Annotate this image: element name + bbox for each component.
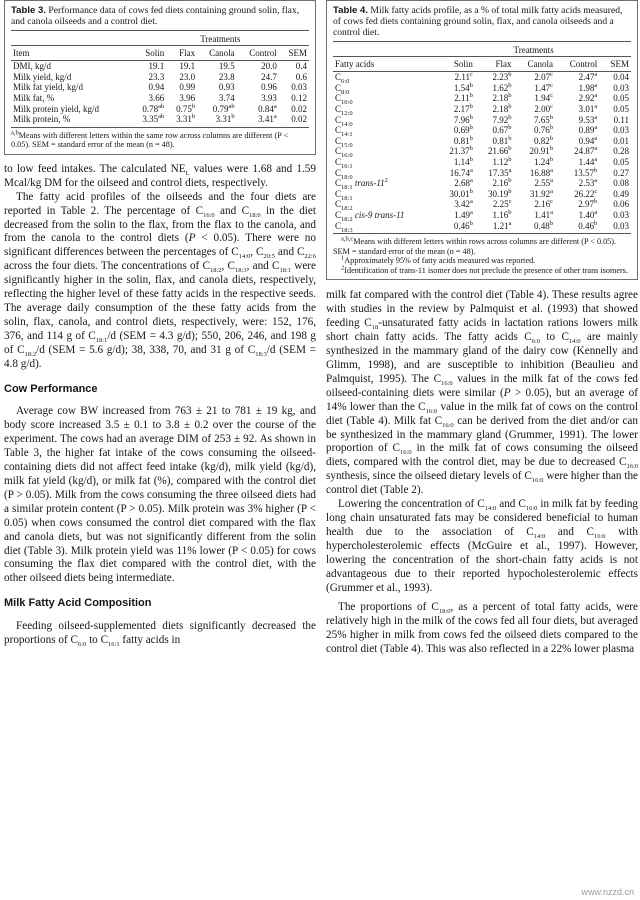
table3-cell-control: 24.7 xyxy=(261,71,277,82)
table4-cell-canola-sup: a xyxy=(550,177,553,185)
table4-footnote xyxy=(333,266,631,276)
table4-cell-canola: 2.16$^c$ xyxy=(534,198,553,210)
table4-footnote-text: Identification of trans-11 isomer does not preclude the presence of other trans isomers. xyxy=(344,265,628,275)
table3-cell-solin: 0.94 xyxy=(148,82,165,93)
table4-cell-sem: 0.05 xyxy=(613,156,629,167)
table4-cell-fatty-acid: $C_{14:1}$ xyxy=(335,125,353,138)
table3-cell-sem: 0.03 xyxy=(291,82,307,93)
table4-box xyxy=(326,0,638,280)
table4-cell-canola-sup: b xyxy=(549,124,553,132)
table4-cell-canola-sup: b xyxy=(549,134,553,142)
table4-cell-canola-sup: c xyxy=(550,92,553,100)
table3-cell-flax: 19.1 xyxy=(179,61,196,72)
table4-cell-control: 3.01$^a$ xyxy=(578,102,598,114)
left-paragraph-3: Average cow BW increased from 763 ± 21 to 781 ± 19 kg, and body score increased 3.5 ± 0.1 to 3.8 ± 0.2 over the course of the experiment. The cows had an average DIM of 253 ± 92. As shown in Table 3, the higher fat intake of the cows consuming the oilseed-containing diets did not affect feed intake (kg/d), milk yield (kg/d), milk fat yield (kg/d), or milk fat (%), compared with the control diet (P > 0.05). Milk from the cows consuming the three oilseed diets had a similar protein content (P > 0.05). Milk protein was 3% higher (P < 0.05) when cows consumed the control diet compared with the flax and canola diets, but was not significantly different from the solin diet (Table 3). Milk protein yield was 11% lower (P < 0.05) for cows consuming the flax diet compared with the control diet, with the other oilseed diets being intermediate. xyxy=(4,405,316,585)
table4-footnote-sup: 1 xyxy=(341,254,345,262)
table3-cell-canola: 3.74 xyxy=(218,92,235,103)
table4-cell-solin-sup: b xyxy=(469,155,473,163)
table4-treatments-label: Treatments xyxy=(436,42,631,57)
table4-cell-flax-sup: b xyxy=(508,102,512,110)
table4-cell-sem: 0.11 xyxy=(613,114,629,125)
table4-cell-sem: 0.08 xyxy=(613,178,629,189)
table4-cell-solin: 1.14$^b$ xyxy=(453,155,473,167)
table3-row xyxy=(11,72,309,83)
left-body-text xyxy=(4,163,316,648)
table4-cell-solin-sup: b xyxy=(469,92,473,100)
table3-cell-canola-sup: b xyxy=(231,113,235,121)
table3-col-header: Item xyxy=(11,45,132,61)
fatty-acid-subscript: 8:0 xyxy=(341,88,350,96)
table4-col-header: SEM xyxy=(599,56,631,72)
table4-footnote-sup: a,b,c xyxy=(341,235,354,243)
table4-cell-canola: 0.76$^b$ xyxy=(534,124,553,136)
table3-footnote xyxy=(11,131,309,150)
table4-caption xyxy=(333,5,631,38)
table4-cell-canola-sup: b xyxy=(549,113,553,121)
table3-cell-sem: 0.4 xyxy=(295,61,307,72)
table4-col-header: Flax xyxy=(475,56,514,72)
table3-cell-flax: 0.75$^b$ xyxy=(176,102,196,114)
table4-caption-text: Milk fatty acids profile, as a % of total milk fatty acids measured, of cows fed diets containing ground solin, flax, and canola oilseeds and a control diet. xyxy=(333,5,623,38)
table4-cell-canola: 7.65$^b$ xyxy=(534,113,553,125)
table4-cell-solin: 0.46$^b$ xyxy=(436,221,475,234)
table3-row xyxy=(11,61,309,72)
table4-cell-canola: 31.92$^a$ xyxy=(529,187,553,199)
table4-cell-sem: 0.27 xyxy=(613,167,629,178)
left-paragraph-1: to low feed intakes. The calculated $NE_L$ values were 1.68 and 1.59 Mcal/kg DM for the oilseed and control diets, respectively. xyxy=(4,162,316,189)
table4-row xyxy=(333,189,631,200)
table4-cell-flax-sup: c xyxy=(508,198,512,206)
table3-cell-solin: 3.66 xyxy=(148,92,165,103)
fatty-acid-subscript: 18:1 xyxy=(341,194,353,202)
table3-cell-item: Milk fat, % xyxy=(13,92,55,103)
table4-cell-flax: 21.66$^b$ xyxy=(488,145,512,157)
table3-row xyxy=(11,82,309,93)
table3-cell-solin: 19.1 xyxy=(148,61,165,72)
table3-cell-flax-sup: b xyxy=(191,102,196,110)
table4-row xyxy=(333,72,631,83)
table3-cell-flax-sup: b xyxy=(191,113,196,121)
table4-footnote-text: Approximately 95% of fatty acids measured was reported. xyxy=(344,256,536,266)
table3-row xyxy=(11,114,309,127)
left-column xyxy=(4,0,316,648)
table4-cell-control-sup: c xyxy=(594,187,598,195)
table4-row xyxy=(333,210,631,221)
table4-cell-fatty-acid: $C_{12:0}$ xyxy=(335,103,353,117)
table4-cell-sem: 0.03 xyxy=(599,221,631,234)
fatty-acid-subscript: 15:0 xyxy=(341,141,353,149)
table4-cell-flax-sup: b xyxy=(508,92,512,100)
table4-cell-solin-sup: a xyxy=(469,208,473,216)
table4-cell-flax-sup: b xyxy=(508,81,512,89)
table4-cell-solin-sup: b xyxy=(469,219,473,227)
heading-cow-performance: Cow Performance xyxy=(4,382,98,395)
table4-cell-flax: 17.35$^a$ xyxy=(488,166,512,178)
fatty-acid-subscript: 18:3 xyxy=(341,226,353,234)
fatty-acid-subscript: 6:0 xyxy=(341,77,350,85)
fatty-acid-subscript: 14:0 xyxy=(341,120,353,128)
table4-col-header: Canola xyxy=(514,56,555,72)
table3-title: Table 3. xyxy=(11,5,47,16)
table4-footnote-text: Means with different letters within rows across columns are different (P < 0.05). SEM = standard error of the mean (n = 48). xyxy=(333,237,617,256)
table3-cell-canola: 0.93 xyxy=(218,82,235,93)
table4-cell-solin: 7.96$^b$ xyxy=(453,113,473,125)
table3-caption-text: Performance data of cows fed diets containing ground solin, flax, and canola oilseeds and a control diet. xyxy=(11,5,300,27)
right-body-text xyxy=(326,289,638,657)
table3-cell-flax: 23.0 xyxy=(179,71,196,82)
table4-cell-fatty-acid: $C_{18:2}$ xyxy=(335,199,353,213)
table4-cell-canola: 16.88$^a$ xyxy=(529,166,553,178)
table4-cell-control: 2.97$^b$ xyxy=(578,198,598,210)
right-paragraph-2: Lowering the concentration of $C_{14:0}$ and $C_{16:0}$ in milk fat by feeding long chain unsaturated fats may be considered beneficial to human health due to the association of $C_{14:0}$ and $C_{16:0}$ with hypercholesterolemic effects (McGuire et al., 1997). However, lowering the concentration of the short-chain fatty acids is not advantageous due to their reported hypocholesterolemic effects (Grummer et al., 1993). xyxy=(326,498,639,594)
table4-cell-canola-sup: b xyxy=(549,219,553,227)
table4-cell-solin-sup: b xyxy=(469,134,473,142)
table4-cell-control: 2.47$^a$ xyxy=(578,71,598,83)
table4-cell-canola-sup: c xyxy=(550,102,553,110)
table4-cell-control: 0.89$^a$ xyxy=(578,124,598,136)
table4-cell-control-sup: a xyxy=(594,155,598,163)
table4-cell-control: 0.46$^b$ xyxy=(555,221,599,234)
table4-cell-flax-sup: a xyxy=(508,219,512,227)
table4-cell-flax: 30.19$^b$ xyxy=(488,187,512,199)
table4-cell-control: 2.53$^a$ xyxy=(578,177,598,189)
table4-cell-fatty-acid: $C_{8:0}$ xyxy=(335,82,350,96)
table4-cell-solin: 2.11$^c$ xyxy=(454,71,473,83)
table3-cell-canola: 0.79$^{ab}$ xyxy=(212,102,235,114)
table4-cell-control-sup: b xyxy=(594,166,598,174)
table4-cell-fatty-acid: $C_{18:1}$ xyxy=(335,188,353,202)
table4-cell-solin: 2.17$^b$ xyxy=(453,102,473,114)
fatty-acid-subscript: 12:0 xyxy=(341,109,353,117)
table4-cell-canola: 0.48$^b$ xyxy=(514,221,555,234)
table4-cell-canola: 2.00$^c$ xyxy=(534,102,553,114)
table3 xyxy=(11,30,309,128)
table3-cell-item: Milk protein, % xyxy=(11,114,132,127)
table3-footnote-text: Means with different letters within the same row across columns are different (P < 0.05). SEM = standard error of the mean (n = 48). xyxy=(11,130,289,150)
table3-cell-canola: 3.31$^b$ xyxy=(197,114,237,127)
table4-cell-canola: 1.41$^a$ xyxy=(534,208,553,220)
table4-cell-sem: 0.03 xyxy=(613,82,629,93)
table4-cell-flax-sup: a xyxy=(508,166,512,174)
heading-milk-fatty-acid: Milk Fatty Acid Composition xyxy=(4,597,152,610)
table4-cell-flax: 1.12$^b$ xyxy=(492,155,512,167)
table4-cell-flax: 2.25$^c$ xyxy=(492,198,512,210)
table4-cell-solin-sup: c xyxy=(469,71,473,79)
table4-cell-solin-sup: b xyxy=(469,102,473,110)
table4-row xyxy=(333,199,631,210)
table4-cell-fatty-acid: $C_{18:3}$ xyxy=(333,221,436,234)
table4-cell-control: 9.53$^a$ xyxy=(578,113,598,125)
fatty-acid-note: 2 xyxy=(384,177,388,185)
table4-cell-control-sup: a xyxy=(594,208,598,216)
table4-cell-flax-sup: b xyxy=(508,134,512,142)
table3-col-header: Canola xyxy=(197,45,237,61)
table4-cell-fatty-acid: $C_{16:1}$ xyxy=(335,156,353,170)
table3-cell-solin: 23.3 xyxy=(148,71,165,82)
table4-cell-fatty-acid: $C_{6:0}$ xyxy=(335,72,350,85)
table4 xyxy=(333,41,631,234)
table4-cell-sem: 0.28 xyxy=(613,146,629,157)
table4-cell-control-sup: a xyxy=(594,102,598,110)
table4-cell-flax-sup: b xyxy=(508,71,512,79)
table3-cell-solin: 3.35$^{ab}$ xyxy=(132,114,167,127)
table4-cell-control-sup: a xyxy=(594,145,598,153)
table4-cell-canola: 1.47$^c$ xyxy=(534,81,553,93)
table3-box xyxy=(4,0,316,155)
table4-cell-flax-sup: b xyxy=(508,155,512,163)
table3-cell-control: 0.84$^a$ xyxy=(258,102,277,114)
table4-cell-sem: 0.49 xyxy=(613,188,629,199)
table3-cell-flax: 0.99 xyxy=(179,82,196,93)
table3-cell-sem: 0.12 xyxy=(291,92,307,103)
table4-cell-control-sup: a xyxy=(594,134,598,142)
table4-cell-solin: 2.68$^a$ xyxy=(454,177,473,189)
table4-cell-canola-sup: b xyxy=(549,145,553,153)
table4-cell-control-sup: a xyxy=(594,92,598,100)
table4-footnotes xyxy=(333,237,631,275)
table4-cell-canola-sup: a xyxy=(550,166,553,174)
table4-row xyxy=(333,157,631,168)
table3-col-header: SEM xyxy=(279,45,309,61)
table4-cell-control: 2.92$^a$ xyxy=(578,92,598,104)
table4-cell-fatty-acid: $C_{18:0}$ xyxy=(335,167,353,181)
table4-row xyxy=(333,115,631,126)
table3-cell-control: 3.93 xyxy=(261,92,277,103)
table4-cell-solin: 3.42$^a$ xyxy=(454,198,473,210)
table4-cell-flax-sup: b xyxy=(508,145,512,153)
table4-col-header: Solin xyxy=(436,56,475,72)
table4-cell-fatty-acid: $C_{18:1}$ trans-$11^2$ xyxy=(335,177,388,191)
table4-col-header: Fatty acids xyxy=(333,56,436,72)
table4-cell-solin-sup: b xyxy=(469,124,473,132)
table4-cell-sem: 0.04 xyxy=(613,72,629,83)
table4-cell-canola: 1.24$^b$ xyxy=(534,155,553,167)
left-paragraph-4: Feeding oilseed-supplemented diets significantly decreased the proportions of $C_{6:0}$ to $C_{16:1}$ fatty acids in xyxy=(4,620,316,649)
table3-cell-solin-sup: ab xyxy=(158,113,165,121)
fatty-acid-isomer: cis-9 trans-11 xyxy=(352,209,405,220)
table4-cell-canola: 2.55$^a$ xyxy=(534,177,553,189)
table4-cell-solin-sup: b xyxy=(469,113,473,121)
table3-cell-item: Milk fat yield, kg/d xyxy=(13,82,83,93)
table4-cell-control: 1.44$^a$ xyxy=(578,155,598,167)
table4-row xyxy=(333,136,631,147)
table4-cell-control-sup: a xyxy=(594,71,598,79)
table4-cell-control: 1.98$^a$ xyxy=(578,81,598,93)
table4-cell-flax: 2.23$^b$ xyxy=(492,71,512,83)
table4-cell-solin: 0.69$^b$ xyxy=(453,124,473,136)
table4-cell-sem: 0.03 xyxy=(613,209,629,220)
table4-cell-canola-sup: a xyxy=(550,208,553,216)
table4-cell-control-sup: b xyxy=(594,198,598,206)
fatty-acid-isomer: trans-11 xyxy=(352,178,385,189)
table3-cell-control: 3.41$^a$ xyxy=(237,114,279,127)
fatty-acid-subscript: 18:2 xyxy=(341,215,353,223)
table4-col-header: Control xyxy=(555,56,599,72)
table4-cell-canola: 0.82$^b$ xyxy=(534,134,553,146)
table4-cell-sem: 0.05 xyxy=(613,103,629,114)
table4-cell-fatty-acid: $C_{14:0}$ xyxy=(335,114,353,128)
fatty-acid-subscript: 14:1 xyxy=(341,130,353,138)
table3-col-header: Solin xyxy=(132,45,167,61)
table4-cell-canola-sup: b xyxy=(549,155,553,163)
table3-col-header: Control xyxy=(237,45,279,61)
table4-cell-solin-sup: b xyxy=(469,145,473,153)
table3-cell-item: Milk yield, kg/d xyxy=(13,71,72,82)
table4-cell-flax: 1.16$^b$ xyxy=(492,208,512,220)
table4-row xyxy=(333,221,631,234)
table4-cell-control: 24.87$^a$ xyxy=(574,145,598,157)
table3-cell-canola: 23.8 xyxy=(218,71,235,82)
table4-cell-sem: 0.03 xyxy=(613,125,629,136)
table4-cell-fatty-acid: $C_{16:0}$ xyxy=(335,146,353,160)
table4-row xyxy=(333,125,631,136)
right-column xyxy=(326,0,638,657)
table4-cell-solin: 30.01$^b$ xyxy=(449,187,473,199)
fatty-acid-subscript: 18:2 xyxy=(341,205,353,213)
table3-cell-control-sup: a xyxy=(273,102,277,110)
table4-cell-canola-sup: c xyxy=(550,71,553,79)
table4-cell-canola: 2.07$^c$ xyxy=(534,71,553,83)
table4-cell-fatty-acid: $C_{10:0}$ xyxy=(335,93,353,107)
table4-cell-flax-sup: b xyxy=(508,208,512,216)
table4-row xyxy=(333,93,631,104)
table3-cell-flax: 3.96 xyxy=(179,92,196,103)
table4-cell-flax-sup: b xyxy=(508,124,512,132)
table4-cell-flax: 0.81$^b$ xyxy=(492,134,512,146)
left-paragraph-2: The fatty acid profiles of the oilseeds and the four diets are reported in Table 2. The percentage of $C_{16:0}$ and $C_{18:0}$ in the diet decreased from the solin to the flax, from the flax to the canola, and from the canola to the control diets (P < 0.05). There were no significant differences between the percentages of $C_{14:0}$, $C_{20:5}$ and $C_{22:6}$ across the four diets. The concentrations of $C_{18:2}$, $C_{18:3}$, and $C_{18:1}$ were significantly higher in the solin, flax, and canola diets, respectively, reflecting the higher level of these fatty acids in the respective seeds. The average daily consumption of the these fatty acids from the solin, flax, canola, and control diets, respectively, were: 152, 176, 376, and 114 g of $C_{18:1}/d$ (SEM = 4.3 g/d); 550, 206, 246, and 198 g of $C_{18:2}/d$ (SEM = 5.6 g/d); 38, 338, 70, and 31 g of $C_{18:3}/d$ (SEM = 4.8 g/d). xyxy=(4,190,316,370)
table4-cell-control-sup: a xyxy=(594,113,598,121)
table4-cell-sem: 0.06 xyxy=(613,199,629,210)
table3-cell-sem: 0.6 xyxy=(295,71,307,82)
table3-col-header: Flax xyxy=(166,45,197,61)
table4-row xyxy=(333,168,631,179)
right-paragraph-3: The proportions of $C_{18:0}$, as a percent of total fatty acids, were relatively high in the milk of the cows fed all four diets, but averaged 25% higher in milk from cows fed the oilseed diets compared to the control diet (Table 4). This was also reflected in a 22% lower plasma xyxy=(326,601,638,656)
table4-cell-flax: 2.18$^b$ xyxy=(492,102,512,114)
table3-cell-sem: 0.02 xyxy=(291,103,307,114)
table4-cell-fatty-acid: $C_{18:2}$ cis-9 trans-11 xyxy=(335,209,405,223)
fatty-acid-subscript: 18:1 xyxy=(341,183,353,191)
table4-cell-flax: 2.18$^b$ xyxy=(492,92,512,104)
table4-cell-solin-sup: b xyxy=(469,187,473,195)
table4-cell-control-sup: a xyxy=(594,81,598,89)
table3-cell-control: 0.96 xyxy=(261,82,277,93)
table4-row xyxy=(333,104,631,115)
table3-footnote-sup: a,b xyxy=(11,129,19,137)
table4-cell-solin: 16.74$^a$ xyxy=(449,166,473,178)
table4-row xyxy=(333,83,631,94)
table4-cell-canola-sup: c xyxy=(550,198,553,206)
table4-cell-control-sup: a xyxy=(594,177,598,185)
table3-treatments-label: Treatments xyxy=(132,31,309,46)
table4-cell-flax-sup: b xyxy=(508,113,512,121)
table3-cell-control-sup: a xyxy=(273,113,277,121)
table4-cell-canola-sup: c xyxy=(550,81,553,89)
table4-cell-flax: 2.16$^b$ xyxy=(492,177,512,189)
table4-cell-control-sup: a xyxy=(594,124,598,132)
table4-footnote xyxy=(333,237,631,256)
table4-row xyxy=(333,146,631,157)
table4-cell-sem: 0.01 xyxy=(613,135,629,146)
table4-footnote-sup: 2 xyxy=(341,264,345,272)
table4-row xyxy=(333,178,631,189)
table4-cell-flax: 1.62$^b$ xyxy=(492,81,512,93)
table3-cell-item: DMI, kg/d xyxy=(13,61,51,72)
table4-cell-flax: 1.21$^a$ xyxy=(475,221,514,234)
fatty-acid-subscript: 16:1 xyxy=(341,162,353,170)
table4-cell-control: 1.40$^a$ xyxy=(578,208,598,220)
table4-cell-flax: 0.67$^b$ xyxy=(492,124,512,136)
table3-cell-sem: 0.02 xyxy=(279,114,309,127)
table4-cell-control: 0.94$^a$ xyxy=(578,134,598,146)
table4-cell-fatty-acid: $C_{15:0}$ xyxy=(335,135,353,149)
table3-cell-solin: 0.78$^{ab}$ xyxy=(142,102,165,114)
table3-cell-canola: 19.5 xyxy=(218,61,235,72)
table4-cell-canola: 20.91$^b$ xyxy=(529,145,553,157)
table4-cell-sem: 0.05 xyxy=(613,93,629,104)
table4-cell-flax: 7.92$^b$ xyxy=(492,113,512,125)
table3-cell-canola-sup: ab xyxy=(228,102,235,110)
table3-caption xyxy=(11,5,309,27)
table4-cell-canola: 1.94$^c$ xyxy=(534,92,553,104)
table4-footnote xyxy=(333,256,631,266)
table4-cell-solin-sup: a xyxy=(469,177,473,185)
table4-cell-control: 13.57$^b$ xyxy=(573,166,598,178)
watermark: www.nzzd.cn xyxy=(581,887,634,897)
table4-cell-solin: 1.49$^a$ xyxy=(454,208,473,220)
fatty-acid-subscript: 16:0 xyxy=(341,152,353,160)
table4-cell-control-sup: b xyxy=(594,219,598,227)
table4-cell-solin-sup: b xyxy=(469,81,473,89)
table4-cell-solin: 0.81$^b$ xyxy=(453,134,473,146)
right-paragraph-1: milk fat compared with the control diet (Table 4). These results agree with studies in the review by Palmquist et al. (1993) that showed feeding $C_{18}$-unsaturated fatty acids in lactation rations lowers milk short chain fatty acids. The fatty acids $C_{6:0}$ to $C_{14:0}$ are mainly synthesized in the mammary gland of the dairy cow (Kennelly and Glimm, 1998), and are susceptible to inhibition (Beaulieu and Palmquist, 1995). The $C_{16:0}$ values in the milk fat of the cows fed oilseed-containing diets were similar (P > 0.05), but an average of 14% lower than the $C_{16:0}$ value in the milk fat of cows on the control diet (Table 4). Milk fat $C_{16:0}$ can be derived from the diet and/or can be synthesized in the mammary gland (Grummer, 1991). The lower proportion of $C_{16:0}$ in the milk fat of cows consuming the oilseed diets, compared with the control diet, may be due to decreased $C_{16:0}$ synthesis, since the oilseed dietary levels of $C_{16:0}$ were higher than the control diet (Table 2). xyxy=(326,289,639,497)
table4-cell-solin: 1.54$^b$ xyxy=(453,81,473,93)
fatty-acid-subscript: 18:0 xyxy=(341,173,353,181)
table4-cell-flax-sup: b xyxy=(508,177,512,185)
table3-cell-control: 20.0 xyxy=(261,61,277,72)
table4-cell-control: 26.22$^c$ xyxy=(574,187,598,199)
table4-cell-solin-sup: a xyxy=(469,166,473,174)
table4-cell-solin-sup: a xyxy=(469,198,473,206)
table4-cell-flax-sup: b xyxy=(508,187,512,195)
table4-cell-solin: 21.37$^b$ xyxy=(449,145,473,157)
table3-cell-item: Milk protein yield, kg/d xyxy=(13,103,99,114)
table4-cell-solin: 2.11$^b$ xyxy=(454,92,473,104)
table4-title: Table 4. xyxy=(333,5,369,16)
fatty-acid-subscript: 10:0 xyxy=(341,99,353,107)
table3-cell-flax: 3.31$^b$ xyxy=(166,114,197,127)
table4-cell-canola-sup: a xyxy=(550,187,553,195)
table3-cell-solin-sup: ab xyxy=(158,102,165,110)
